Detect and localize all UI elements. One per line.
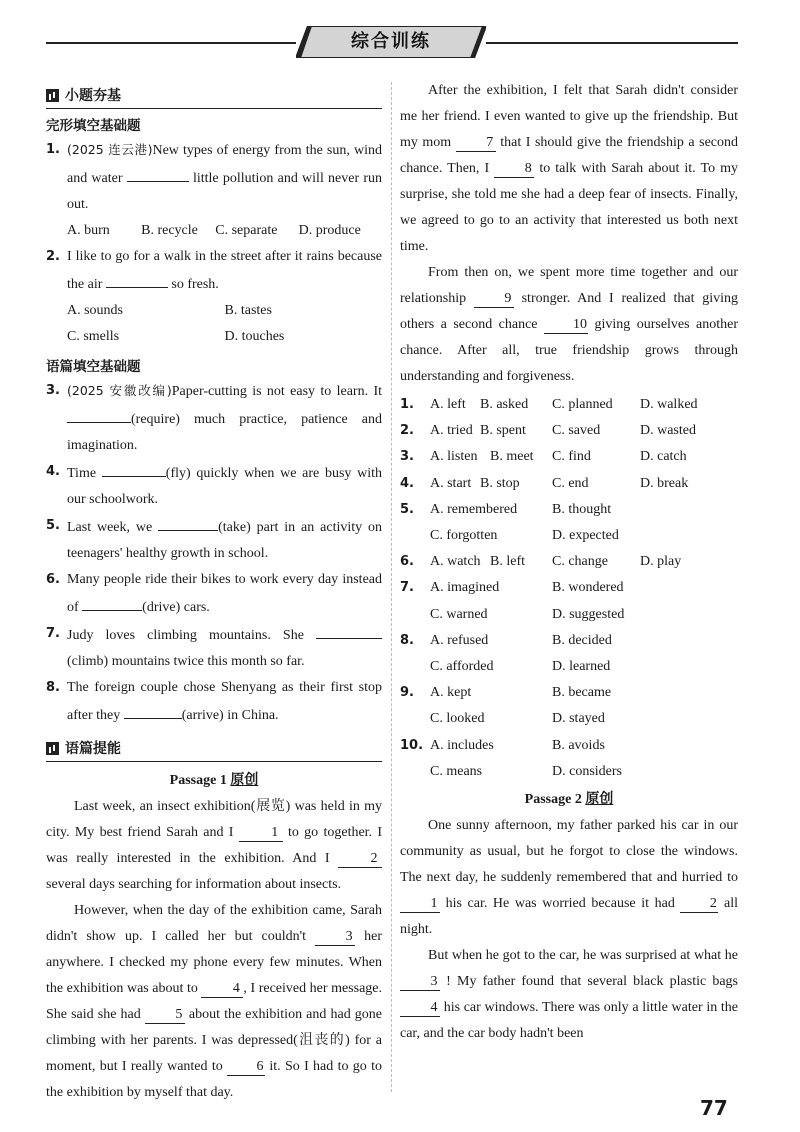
- option[interactable]: C. separate: [215, 223, 278, 238]
- option[interactable]: C. end: [552, 475, 589, 491]
- option[interactable]: B. wondered: [552, 580, 624, 596]
- options-q2-row2: [46, 324, 382, 350]
- passage-blank[interactable]: 1: [400, 895, 440, 913]
- option[interactable]: D. touches: [224, 329, 285, 344]
- passage-title-text: Passage 1: [169, 773, 227, 788]
- question-number: 3.: [46, 383, 60, 398]
- option[interactable]: B. spent: [480, 423, 526, 439]
- question-text: The foreign couple chose Shenyang as their first stop after they: [67, 680, 382, 723]
- question-text: Last week, we: [67, 520, 153, 535]
- section-title: 小题夯基: [65, 88, 121, 104]
- answer-blank[interactable]: [316, 621, 382, 639]
- section-header-advanced: [46, 735, 382, 762]
- option[interactable]: B. left: [490, 554, 525, 570]
- passage-blank[interactable]: 3: [315, 928, 355, 946]
- header-title: 综合训练: [351, 31, 431, 52]
- section-header-basic: [46, 82, 382, 109]
- question-text: (arrive) in China.: [181, 708, 279, 723]
- question-text: (require) much practice, patience and imagination.: [67, 412, 382, 453]
- bar-chart-icon: [46, 742, 59, 755]
- option[interactable]: C. looked: [430, 711, 485, 727]
- option-row: 1. A. left B. asked C. planned D. walked: [400, 392, 738, 418]
- question-number: 4.: [46, 464, 60, 479]
- answer-blank[interactable]: [158, 513, 218, 531]
- option[interactable]: D. stayed: [552, 711, 605, 727]
- bar-chart-icon: [46, 89, 59, 102]
- passage-tag: 原创: [585, 792, 614, 808]
- option[interactable]: D. produce: [298, 223, 361, 238]
- subsection-cloze: 完形填空基础题: [46, 118, 141, 134]
- passage-2-title: [400, 787, 738, 813]
- option[interactable]: D. suggested: [552, 606, 625, 622]
- option[interactable]: C. means: [430, 763, 483, 779]
- question-4: [46, 459, 382, 513]
- answer-blank[interactable]: [82, 593, 142, 611]
- question-text: little pollution and will never run out.: [67, 171, 383, 212]
- option[interactable]: D. wasted: [640, 423, 696, 439]
- option-row: 8. A. refused B. decided: [400, 628, 738, 654]
- option[interactable]: A. imagined: [430, 580, 500, 596]
- option-row: [400, 523, 738, 549]
- option[interactable]: B. asked: [480, 397, 529, 412]
- passage-blank[interactable]: 1: [239, 824, 283, 842]
- question-8: [46, 675, 382, 729]
- question-text: (climb) mountains twice this month so far.: [67, 654, 305, 669]
- option[interactable]: B. decided: [552, 632, 612, 648]
- question-number: 8.: [46, 680, 60, 695]
- option[interactable]: C. smells: [67, 329, 120, 344]
- passage-blank[interactable]: 2: [338, 850, 382, 868]
- question-text: (drive) cars.: [142, 600, 210, 615]
- option[interactable]: A. remembered: [430, 501, 518, 517]
- passage-1-paragraph-3: After the exhibition, I felt that Sarah didn't consider me her friend. I even wanted to give up the friendship. But my mom 7 that I should give the friendship a second chance. Then, I 8 to talk with Sarah about it. To my surprise, she told me she had a deep fear of insects. Finally, we agreed to go to an activity that interested us both next time.: [400, 83, 739, 254]
- passage-blank[interactable]: 8: [494, 160, 534, 178]
- option[interactable]: C. afforded: [430, 659, 494, 675]
- subsection-passage-fill: 语篇填空基础题: [46, 359, 141, 375]
- answer-blank[interactable]: [102, 459, 166, 477]
- passage-blank[interactable]: 7: [456, 134, 496, 152]
- question-text: New types of energy from the sun, wind and water: [67, 143, 382, 186]
- option[interactable]: B. avoids: [552, 737, 605, 753]
- option[interactable]: C. planned: [552, 397, 613, 412]
- passage-1-paragraph-2: However, when the day of the exhibition came, Sarah didn't show up. I called her but couldn't 3 her anywhere. I checked my phone every few minutes. When the exhibition was about to 4 , I received her message. She said she had 5 about the exhibition and had gone climbing with her parents. I was depressed(沮丧的) for a moment, but I really wanted to 6 it. So I had to go to the exhibition by myself that day.: [46, 903, 383, 1100]
- option[interactable]: D. catch: [640, 449, 687, 465]
- option[interactable]: B. meet: [490, 449, 534, 465]
- option[interactable]: B. became: [552, 685, 612, 701]
- question-number: 5.: [46, 518, 60, 533]
- question-5: [46, 513, 382, 567]
- passage-2-paragraph-2: But when he got to the car, he was surprised at what he 3 ! My father found that several black plastic bags 4 his car windows. There was only a little water in the car, and the car body hadn't been: [400, 948, 739, 1042]
- option-row: [400, 602, 738, 628]
- passage-1-title: [46, 768, 382, 794]
- options-q2-row1: [46, 298, 382, 324]
- option[interactable]: B. tastes: [224, 303, 272, 318]
- question-1: [46, 137, 382, 218]
- question-source: (2025 安徽改编): [67, 383, 172, 398]
- passage-blank[interactable]: 5: [145, 1006, 185, 1024]
- passage-1-options: [400, 392, 738, 785]
- left-column: [46, 80, 382, 1106]
- option-row: 10. A. includes B. avoids: [400, 733, 738, 759]
- passage-blank[interactable]: 3: [400, 973, 440, 991]
- option[interactable]: C. change: [552, 554, 608, 570]
- question-text: I like to go for a walk in the street after it rains because the air: [67, 249, 382, 292]
- passage-blank[interactable]: 10: [544, 316, 588, 334]
- option[interactable]: C. warned: [430, 606, 488, 622]
- option[interactable]: B. recycle: [141, 223, 198, 238]
- option[interactable]: D. expected: [552, 528, 619, 544]
- header-rule-left: [46, 42, 296, 44]
- question-source: (2025 连云港): [67, 142, 153, 157]
- option[interactable]: A. burn: [67, 223, 110, 238]
- question-number: 6.: [46, 572, 60, 587]
- option[interactable]: A. includes: [430, 737, 494, 753]
- question-2: [46, 244, 382, 298]
- option-row: [400, 759, 738, 785]
- right-column: [400, 78, 738, 1047]
- column-divider: [391, 82, 392, 1092]
- passage-blank[interactable]: 2: [680, 895, 718, 913]
- question-text: Many people ride their bikes to work every day instead of: [67, 572, 382, 615]
- answer-blank[interactable]: [124, 701, 182, 719]
- question-text: (fly) quickly when we are busy with our schoolwork.: [67, 466, 382, 507]
- question-text: Judy loves climbing mountains. She: [67, 628, 304, 643]
- question-3: [46, 378, 382, 459]
- option[interactable]: D. learned: [552, 659, 611, 675]
- passage-blank[interactable]: 6: [227, 1058, 265, 1076]
- option[interactable]: A. start: [430, 475, 472, 491]
- passage-2-paragraph-1: One sunny afternoon, my father parked his car in our community as usual, but he forgot to close the windows. The next day, he suddenly remembered that and hurried to 1 his car. He was worried because it had 2 all night.: [400, 818, 739, 938]
- passage-1-paragraph-1: Last week, an insect exhibition(展览) was held in my city. My best friend Sarah and I 1 to go together. I was really interested in the exhibition. And I 2 several days searching for information about insects.: [46, 799, 383, 892]
- option[interactable]: D. break: [640, 475, 689, 491]
- option[interactable]: D. walked: [640, 397, 698, 412]
- option[interactable]: A. watch: [430, 554, 481, 570]
- option[interactable]: B. stop: [480, 475, 520, 491]
- answer-blank[interactable]: [127, 164, 189, 182]
- answer-blank[interactable]: [67, 405, 131, 423]
- section-title: 语篇提能: [65, 741, 121, 757]
- option[interactable]: A. left: [430, 397, 466, 412]
- question-number: 7.: [46, 626, 60, 641]
- passage-1-paragraph-4: From then on, we spent more time together and our relationship 9 stronger. And I realized that giving others a second chance 10 giving ourselves another chance. After all, true friendship grows through understanding and forgiveness.: [400, 265, 739, 384]
- option-row: 9. A. kept B. became: [400, 680, 738, 706]
- option[interactable]: D. play: [640, 554, 682, 570]
- passage-title-text: Passage 2: [524, 792, 582, 808]
- answer-blank[interactable]: [106, 270, 168, 288]
- passage-tag: 原创: [230, 773, 259, 788]
- question-text: Paper-cutting is not easy to learn. It: [171, 384, 382, 399]
- option[interactable]: A. listen: [430, 449, 478, 465]
- option[interactable]: C. saved: [552, 423, 601, 439]
- question-number: 1.: [46, 142, 60, 157]
- header-rule-right: [486, 42, 738, 44]
- option[interactable]: A. refused: [430, 632, 489, 648]
- header-tab: [296, 26, 486, 58]
- option[interactable]: D. considers: [552, 763, 622, 779]
- option-row: [400, 706, 738, 732]
- question-text: (take) part in an activity on teenagers' healthy growth in school.: [67, 520, 383, 561]
- option-row: 7. A. imagined B. wondered: [400, 575, 738, 601]
- option[interactable]: C. forgotten: [430, 528, 498, 544]
- passage-blank[interactable]: 9: [474, 290, 514, 308]
- option-row: 4. A. start B. stop C. end D. break: [400, 471, 738, 497]
- passage-blank[interactable]: 4: [201, 980, 243, 998]
- option-row: 6. A. watch B. left C. change D. play: [400, 549, 738, 575]
- option-row: 2. A. tried B. spent C. saved D. wasted: [400, 418, 738, 444]
- passage-blank[interactable]: 4: [400, 999, 440, 1017]
- option[interactable]: A. kept: [430, 685, 472, 701]
- question-text: Time: [67, 466, 97, 481]
- question-text: so fresh.: [171, 277, 219, 292]
- options-q1: [46, 218, 382, 244]
- option-row: [400, 654, 738, 680]
- option[interactable]: A. sounds: [67, 303, 124, 318]
- option-row: 5. A. remembered B. thought: [400, 497, 738, 523]
- question-7: [46, 621, 382, 675]
- question-6: [46, 567, 382, 621]
- page-number: 77: [700, 1096, 728, 1120]
- option[interactable]: A. tried: [430, 423, 473, 439]
- option[interactable]: C. find: [552, 449, 591, 465]
- option-row: 3. A. listen B. meet C. find D. catch: [400, 444, 738, 470]
- question-number: 2.: [46, 249, 60, 264]
- option[interactable]: B. thought: [552, 501, 612, 517]
